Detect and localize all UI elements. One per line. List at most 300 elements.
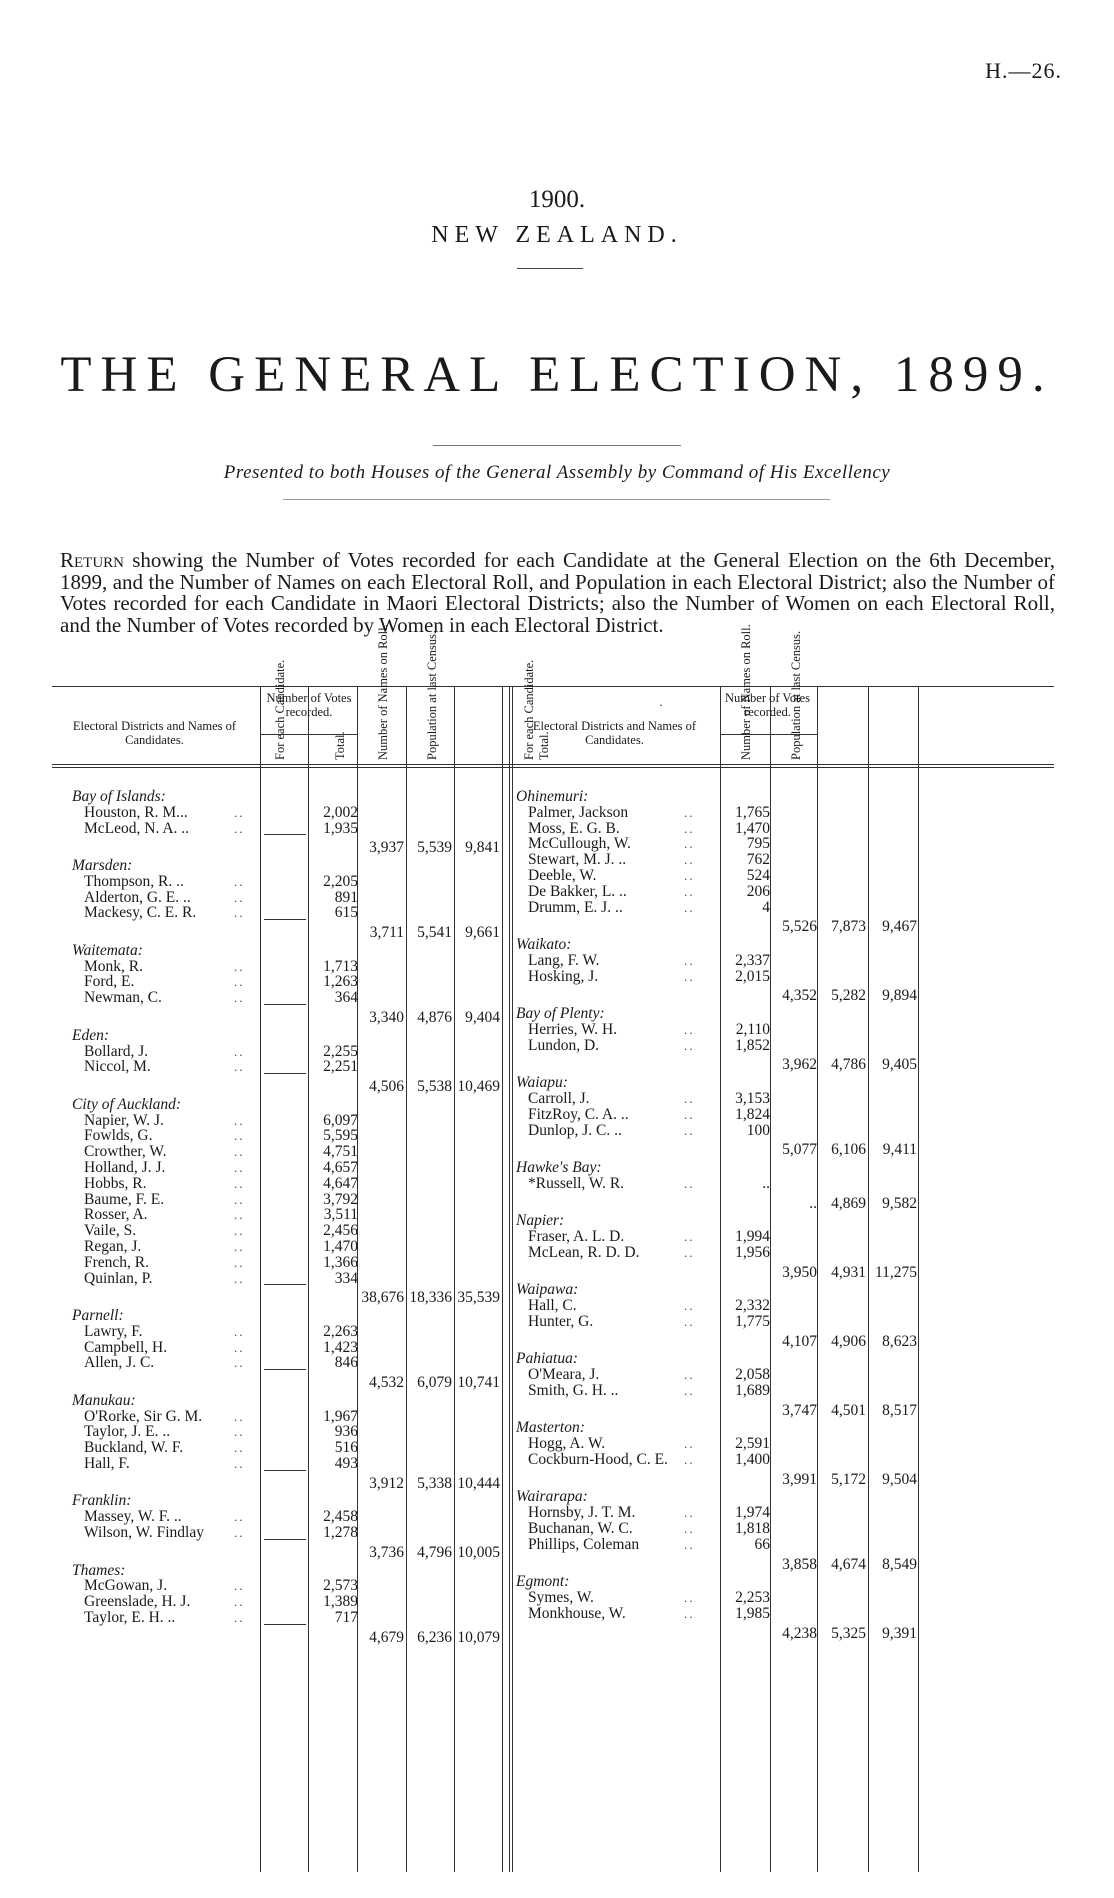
candidate-votes: 1,423 xyxy=(323,1338,358,1356)
district-population: 9,411 xyxy=(882,1141,917,1159)
candidate-votes: 100 xyxy=(746,1121,770,1139)
candidate-votes: 2,205 xyxy=(323,872,358,890)
column-rule xyxy=(406,686,407,1872)
candidate-name: Houston, R. M... xyxy=(84,803,188,821)
leader-dots: .. xyxy=(234,820,245,836)
district-total-votes: 3,991 xyxy=(782,1470,817,1488)
district-names-on-roll: 6,236 xyxy=(417,1628,452,1646)
candidate-name: Holland, J. J. xyxy=(84,1158,166,1176)
candidate-votes: 1,389 xyxy=(323,1593,358,1611)
header-for-each-candidate: For each Candidate. xyxy=(522,659,536,760)
district-name: Masterton: xyxy=(516,1419,585,1437)
candidate-votes: 1,967 xyxy=(323,1407,358,1425)
candidate-name: FitzRoy, C. A. .. xyxy=(528,1105,629,1123)
candidate-name: Hornsby, J. T. M. xyxy=(528,1504,636,1522)
district-name: Parnell: xyxy=(72,1307,124,1324)
candidate-name: Hall, C. xyxy=(528,1297,577,1315)
leader-dots: .. xyxy=(234,990,245,1006)
header-population: Population at last Census. xyxy=(789,630,803,760)
leader-dots: .. xyxy=(234,804,245,820)
district-population: 9,894 xyxy=(882,987,917,1005)
candidate-votes: 1,278 xyxy=(323,1524,358,1542)
candidate-name: Buchanan, W. C. xyxy=(528,1519,633,1537)
candidate-name: Niccol, M. xyxy=(84,1058,151,1076)
district-total-rule xyxy=(264,1470,306,1471)
column-rule xyxy=(512,686,513,1872)
candidate-name: Fowlds, G. xyxy=(84,1127,153,1145)
return-lead-word: Return xyxy=(60,548,125,572)
district-population: 8,517 xyxy=(882,1401,917,1419)
district-names-on-roll: 6,106 xyxy=(831,1141,866,1159)
candidate-votes: 5,595 xyxy=(323,1127,358,1145)
district-total-votes: 4,532 xyxy=(369,1374,404,1392)
header-for-each-candidate: For each Candidate. xyxy=(273,659,287,760)
district-total-rule xyxy=(264,919,306,920)
district-population: 10,005 xyxy=(457,1543,500,1561)
leader-dots: .. xyxy=(234,958,245,974)
candidate-name: Crowther, W. xyxy=(84,1143,167,1161)
candidate-votes: 717 xyxy=(334,1608,358,1626)
district-names-on-roll: 18,336 xyxy=(409,1289,452,1307)
leader-dots: .. xyxy=(234,1424,245,1440)
candidate-name: Moss, E. G. B. xyxy=(528,819,620,837)
district-total-votes: 4,238 xyxy=(782,1624,817,1642)
candidate-votes: 2,458 xyxy=(323,1508,358,1526)
leader-dots: .. xyxy=(684,1605,695,1621)
leader-dots: .. xyxy=(234,1525,245,1541)
candidate-name: McGowan, J. xyxy=(84,1577,168,1595)
candidate-votes: 936 xyxy=(334,1423,358,1441)
header-bottom-rule xyxy=(52,764,1054,765)
district-total-votes: 3,747 xyxy=(782,1401,817,1419)
district-total-votes: 5,077 xyxy=(782,1141,817,1159)
divider xyxy=(283,499,830,500)
district-population: 11,275 xyxy=(874,1263,917,1281)
candidate-name: Baume, F. E. xyxy=(84,1190,165,1208)
district-population: 8,549 xyxy=(882,1555,917,1573)
district-name: Manukau: xyxy=(72,1391,136,1409)
candidate-votes: 1,956 xyxy=(735,1243,770,1261)
candidate-name: Hall, F. xyxy=(84,1455,130,1473)
candidate-name: Dunlop, J. C. .. xyxy=(528,1121,622,1139)
district-names-on-roll: 4,786 xyxy=(831,1056,866,1074)
candidate-votes: .. xyxy=(762,1174,770,1192)
district-names-on-roll: 4,931 xyxy=(831,1263,866,1281)
candidate-name: Taylor, J. E. .. xyxy=(84,1423,171,1441)
candidate-votes: 1,470 xyxy=(323,1237,358,1255)
leader-dots: .. xyxy=(684,1436,695,1452)
leader-dots: .. xyxy=(684,836,695,852)
leader-dots: .. xyxy=(684,804,695,820)
leader-dots: .. xyxy=(684,1244,695,1260)
district-total-rule xyxy=(264,1539,306,1540)
district-total-votes: 3,711 xyxy=(369,924,404,942)
leader-dots: .. xyxy=(684,1021,695,1037)
leader-dots: .. xyxy=(684,1298,695,1314)
district-names-on-roll: 4,876 xyxy=(417,1009,452,1027)
candidate-votes: 2,015 xyxy=(735,967,770,985)
candidate-votes: 2,255 xyxy=(323,1042,358,1060)
leader-dots: .. xyxy=(234,1175,245,1191)
candidate-votes: 2,110 xyxy=(735,1020,770,1038)
candidate-votes: 206 xyxy=(746,882,770,900)
leader-dots: .. xyxy=(234,1509,245,1525)
candidate-votes: 2,263 xyxy=(323,1322,358,1340)
table-top-rule xyxy=(52,686,1054,687)
candidate-votes: 493 xyxy=(334,1455,358,1473)
candidate-votes: 1,263 xyxy=(323,973,358,991)
return-text: showing the Number of Votes recorded for each Candidate at the General Election on the 6th December, 1899, and the Number of Names on each Electoral Roll, and Population in each Electoral District; also the Number of Votes recorded for each Candidate in Maori Electoral Districts; also the Number of Women on each Electoral Roll, and the Number of Votes recorded by Women in each Electoral District. xyxy=(60,548,1055,637)
leader-dots: .. xyxy=(234,1594,245,1610)
district-total-rule xyxy=(264,1624,306,1625)
leader-dots: .. xyxy=(684,1090,695,1106)
district-name: Ohinemuri: xyxy=(516,788,589,805)
district-total-votes: 4,107 xyxy=(782,1332,817,1350)
candidate-name: McLean, R. D. D. xyxy=(528,1243,640,1261)
column-rule xyxy=(918,686,919,1872)
leader-dots: .. xyxy=(684,1520,695,1536)
candidate-votes: 364 xyxy=(334,989,358,1007)
country-heading: NEW ZEALAND. xyxy=(431,222,683,248)
district-total-votes: 3,858 xyxy=(782,1555,817,1573)
leader-dots: .. xyxy=(684,1382,695,1398)
candidate-name: Quinlan, P. xyxy=(84,1269,153,1287)
district-total-votes: 4,679 xyxy=(369,1628,404,1646)
candidate-votes: 1,994 xyxy=(735,1228,770,1245)
district-name: Eden: xyxy=(72,1026,110,1044)
candidate-name: Mackesy, C. E. R. xyxy=(84,904,197,922)
candidate-votes: 6,097 xyxy=(323,1111,358,1129)
candidate-name: Regan, J. xyxy=(84,1237,142,1255)
district-population: 8,623 xyxy=(882,1332,917,1350)
leader-dots: .. xyxy=(234,1207,245,1223)
candidate-name: Palmer, Jackson xyxy=(528,803,629,821)
candidate-name: Monk, R. xyxy=(84,957,143,975)
district-names-on-roll: 4,796 xyxy=(417,1543,452,1561)
leader-dots: .. xyxy=(234,1440,245,1456)
district-name: Bay of Islands: xyxy=(72,788,166,805)
candidate-name: De Bakker, L. .. xyxy=(528,882,627,900)
column-rule xyxy=(502,686,503,1872)
district-names-on-roll: 6,079 xyxy=(417,1374,452,1392)
header-population: Population at last Census. xyxy=(425,630,439,760)
district-names-on-roll: 7,873 xyxy=(831,918,866,936)
leader-dots: .. xyxy=(234,1254,245,1270)
return-description xyxy=(60,550,1055,636)
candidate-votes: 3,511 xyxy=(323,1206,358,1224)
district-population: 35,539 xyxy=(457,1289,500,1307)
district-names-on-roll: 5,541 xyxy=(417,924,452,942)
header-total: Total. xyxy=(537,731,551,760)
district-name: Wairarapa: xyxy=(516,1488,588,1506)
leader-dots: .. xyxy=(234,1059,245,1075)
district-name: City of Auckland: xyxy=(72,1095,182,1113)
candidate-votes: 1,985 xyxy=(735,1604,770,1622)
candidate-name: Hosking, J. xyxy=(528,967,599,985)
header-districts: Electoral Districts and Names of Candidates. xyxy=(532,719,697,747)
candidate-votes: 2,573 xyxy=(323,1577,358,1595)
district-name: Napier: xyxy=(516,1212,565,1230)
district-name: Bay of Plenty: xyxy=(516,1005,605,1023)
candidate-votes: 334 xyxy=(334,1269,358,1287)
leader-dots: .. xyxy=(684,1106,695,1122)
column-rule xyxy=(509,686,510,1872)
candidate-name: Greenslade, H. J. xyxy=(84,1593,191,1611)
district-name: Thames: xyxy=(72,1561,126,1579)
district-population: 10,444 xyxy=(457,1474,500,1492)
candidate-votes: 516 xyxy=(334,1439,358,1457)
candidate-name: Symes, W. xyxy=(528,1589,594,1606)
district-total-votes: 4,352 xyxy=(782,987,817,1005)
leader-dots: .. xyxy=(234,974,245,990)
column-rule xyxy=(868,686,869,1872)
district-population: 9,582 xyxy=(882,1194,917,1212)
candidate-name: Campbell, H. xyxy=(84,1338,168,1356)
candidate-name: Massey, W. F. .. xyxy=(84,1508,182,1526)
candidate-name: Bollard, J. xyxy=(84,1042,149,1060)
leader-dots: .. xyxy=(234,1043,245,1059)
candidate-votes: 1,470 xyxy=(735,819,770,837)
district-names-on-roll: 4,501 xyxy=(831,1401,866,1419)
candidate-votes: 4 xyxy=(762,898,770,916)
presented-line: Presented to both Houses of the General Assembly by Command of His Excellency xyxy=(223,462,891,483)
election-returns-table xyxy=(52,624,1054,1872)
district-population: 9,504 xyxy=(882,1470,917,1488)
district-population: 9,404 xyxy=(465,1009,500,1027)
candidate-votes: 795 xyxy=(746,835,770,853)
district-names-on-roll: 5,325 xyxy=(831,1624,866,1642)
leader-dots: .. xyxy=(234,1609,245,1625)
candidate-name: Taylor, E. H. .. xyxy=(84,1608,176,1626)
candidate-name: Carroll, J. xyxy=(528,1089,590,1107)
candidate-name: O'Rorke, Sir G. M. xyxy=(84,1407,203,1425)
header-bottom-rule xyxy=(52,767,1054,768)
candidate-name: Alderton, G. E. .. xyxy=(84,888,191,906)
leader-dots: .. xyxy=(234,1270,245,1286)
candidate-name: McLeod, N. A. .. xyxy=(84,819,190,837)
candidate-votes: 1,824 xyxy=(735,1105,770,1123)
district-population: 9,405 xyxy=(882,1056,917,1074)
district-total-votes: 3,736 xyxy=(369,1543,404,1561)
candidate-name: Lundon, D. xyxy=(528,1036,600,1054)
district-name: Waitemata: xyxy=(72,941,143,959)
column-rule xyxy=(260,686,261,1872)
leader-dots: .. xyxy=(684,820,695,836)
district-names-on-roll: 5,539 xyxy=(417,839,452,857)
leader-dots: .. xyxy=(684,1037,695,1053)
leader-dots: .. xyxy=(234,1408,245,1424)
column-rule xyxy=(817,686,818,1872)
candidate-votes: 1,765 xyxy=(735,803,770,821)
candidate-name: Cockburn-Hood, C. E. xyxy=(528,1450,668,1468)
district-name: Egmont: xyxy=(516,1573,570,1591)
district-name: Marsden: xyxy=(72,857,133,875)
leader-dots: .. xyxy=(234,873,245,889)
column-rule xyxy=(308,686,309,1872)
candidate-name: Deeble, W. xyxy=(528,867,597,884)
district-population: 10,079 xyxy=(457,1628,500,1646)
candidate-name: O'Meara, J. xyxy=(528,1366,600,1384)
candidate-votes: 66 xyxy=(754,1535,770,1553)
district-total-rule xyxy=(264,1073,306,1074)
leader-dots: .. xyxy=(684,1505,695,1521)
district-total-votes: 38,676 xyxy=(361,1289,404,1307)
district-total-rule xyxy=(264,1284,306,1285)
candidate-name: Drumm, E. J. .. xyxy=(528,898,623,916)
candidate-name: Hogg, A. W. xyxy=(528,1435,606,1453)
header-names-on-roll: Number of Names on Roll. xyxy=(376,624,390,760)
leader-dots: .. xyxy=(234,1339,245,1355)
district-total-votes: 4,506 xyxy=(369,1078,404,1096)
column-rule xyxy=(720,686,721,1872)
candidate-votes: 846 xyxy=(334,1354,358,1372)
candidate-name: Wilson, W. Findlay xyxy=(84,1524,204,1542)
divider xyxy=(433,445,681,446)
candidate-votes: 2,058 xyxy=(735,1366,770,1384)
candidate-name: Stewart, M. J. .. xyxy=(528,851,627,869)
leader-dots: .. xyxy=(684,952,695,968)
header-votes-recorded: Number of Votes recorded. xyxy=(725,691,810,719)
leader-dots: .. xyxy=(234,1144,245,1160)
district-total-votes: 3,962 xyxy=(782,1056,817,1074)
leader-dots: .. xyxy=(684,852,695,868)
candidate-name: Ford, E. xyxy=(84,973,135,991)
candidate-votes: 4,751 xyxy=(323,1143,358,1161)
candidate-name: Phillips, Coleman xyxy=(528,1535,640,1553)
candidate-name: Hobbs, R. xyxy=(84,1174,147,1192)
leader-dots: .. xyxy=(684,1175,695,1191)
candidate-name: Rosser, A. xyxy=(84,1206,148,1224)
district-total-votes: 3,937 xyxy=(369,839,404,857)
candidate-name: Allen, J. C. xyxy=(84,1354,155,1372)
candidate-votes: 4,657 xyxy=(323,1158,358,1176)
candidate-votes: 4,647 xyxy=(323,1174,358,1192)
candidate-name: Buckland, W. F. xyxy=(84,1439,184,1457)
candidate-votes: 615 xyxy=(334,904,358,922)
candidate-name: McCullough, W. xyxy=(528,835,631,853)
district-population: 9,467 xyxy=(882,918,917,936)
district-population: 10,741 xyxy=(457,1374,500,1392)
leader-dots: .. xyxy=(684,868,695,883)
district-name: Hawke's Bay: xyxy=(516,1158,602,1176)
leader-dots: .. xyxy=(234,905,245,921)
candidate-name: Monkhouse, W. xyxy=(528,1604,626,1622)
district-names-on-roll: 4,869 xyxy=(831,1194,866,1212)
district-names-on-roll: 5,282 xyxy=(831,987,866,1005)
leader-dots: .. xyxy=(234,1238,245,1254)
leader-dots: .. xyxy=(234,889,245,905)
header-districts: Electoral Districts and Names of Candidates. xyxy=(72,719,237,747)
district-names-on-roll: 5,172 xyxy=(831,1470,866,1488)
district-names-on-roll: 5,538 xyxy=(417,1078,452,1096)
leader-dots: .. xyxy=(684,1313,695,1329)
district-names-on-roll: 4,674 xyxy=(831,1555,866,1573)
leader-dots: .. xyxy=(234,1323,245,1339)
candidate-votes: 1,775 xyxy=(735,1312,770,1330)
leader-dots: .. xyxy=(684,1367,695,1383)
candidate-name: Herries, W. H. xyxy=(528,1020,618,1038)
leader-dots: .. xyxy=(234,1355,245,1371)
candidate-votes: 3,153 xyxy=(735,1089,770,1107)
column-rule xyxy=(770,686,771,1872)
district-population: 9,661 xyxy=(465,924,500,942)
district-name: Waiapu: xyxy=(516,1074,568,1092)
candidate-name: Fraser, A. L. D. xyxy=(528,1228,625,1245)
district-population: 9,841 xyxy=(465,839,500,857)
leader-dots: .. xyxy=(684,1122,695,1138)
district-total-rule xyxy=(264,834,306,835)
candidate-votes: 762 xyxy=(746,851,770,869)
candidate-votes: 1,818 xyxy=(735,1519,770,1537)
district-name: Franklin: xyxy=(72,1492,132,1510)
leader-dots: .. xyxy=(234,1159,245,1175)
page-reference: H.—26. xyxy=(985,58,1062,83)
header-marker: . xyxy=(659,695,663,709)
district-total-votes: 3,912 xyxy=(369,1474,404,1492)
leader-dots: .. xyxy=(234,1456,245,1472)
leader-dots: .. xyxy=(684,1590,695,1605)
candidate-votes: 1,366 xyxy=(323,1253,358,1271)
column-rule xyxy=(454,686,455,1872)
document-year: 1900. xyxy=(528,186,586,213)
header-names-on-roll: Number of Names on Roll. xyxy=(739,624,753,760)
leader-dots: .. xyxy=(234,1112,245,1128)
candidate-votes: 1,974 xyxy=(735,1504,770,1522)
candidate-votes: 2,253 xyxy=(735,1589,770,1606)
candidate-name: *Russell, W. R. xyxy=(528,1174,625,1192)
district-population: 10,469 xyxy=(457,1078,500,1096)
divider xyxy=(517,268,583,269)
district-names-on-roll: 5,338 xyxy=(417,1474,452,1492)
leader-dots: .. xyxy=(234,1191,245,1207)
candidate-votes: 2,332 xyxy=(735,1297,770,1315)
candidate-votes: 1,852 xyxy=(735,1036,770,1054)
district-name: Pahiatua: xyxy=(516,1350,578,1368)
page-title: THE GENERAL ELECTION, 1899. xyxy=(60,347,1054,403)
candidate-name: Thompson, R. .. xyxy=(84,872,184,890)
district-name: Waikato: xyxy=(516,936,572,954)
candidate-votes: 2,251 xyxy=(323,1058,358,1076)
leader-dots: .. xyxy=(684,899,695,915)
district-total-votes: 3,950 xyxy=(782,1263,817,1281)
leader-dots: .. xyxy=(234,1578,245,1594)
candidate-name: Vaile, S. xyxy=(84,1222,137,1240)
candidate-name: Lang, F. W. xyxy=(528,951,600,969)
district-name: Waipawa: xyxy=(516,1281,579,1299)
candidate-name: Newman, C. xyxy=(84,989,162,1007)
candidate-name: Smith, G. H. .. xyxy=(528,1381,619,1399)
district-total-votes: 3,340 xyxy=(369,1009,404,1027)
leader-dots: .. xyxy=(684,1536,695,1552)
candidate-name: Hunter, G. xyxy=(528,1312,594,1330)
candidate-votes: 524 xyxy=(746,867,770,884)
district-total-rule xyxy=(264,1004,306,1005)
candidate-name: Lawry, F. xyxy=(84,1322,143,1340)
candidate-votes: 2,591 xyxy=(735,1435,770,1453)
leader-dots: .. xyxy=(684,968,695,984)
candidate-votes: 3,792 xyxy=(323,1190,358,1208)
district-total-votes: .. xyxy=(809,1194,817,1212)
leader-dots: .. xyxy=(684,1229,695,1244)
candidate-votes: 2,337 xyxy=(735,951,770,969)
candidate-votes: 891 xyxy=(334,888,358,906)
header-votes-recorded: Number of Votes recorded. xyxy=(266,691,352,719)
district-names-on-roll: 4,906 xyxy=(831,1332,866,1350)
candidate-name: French, R. xyxy=(84,1253,150,1271)
candidate-votes: 1,935 xyxy=(323,819,358,837)
district-population: 9,391 xyxy=(882,1624,917,1642)
candidate-votes: 1,400 xyxy=(735,1450,770,1468)
